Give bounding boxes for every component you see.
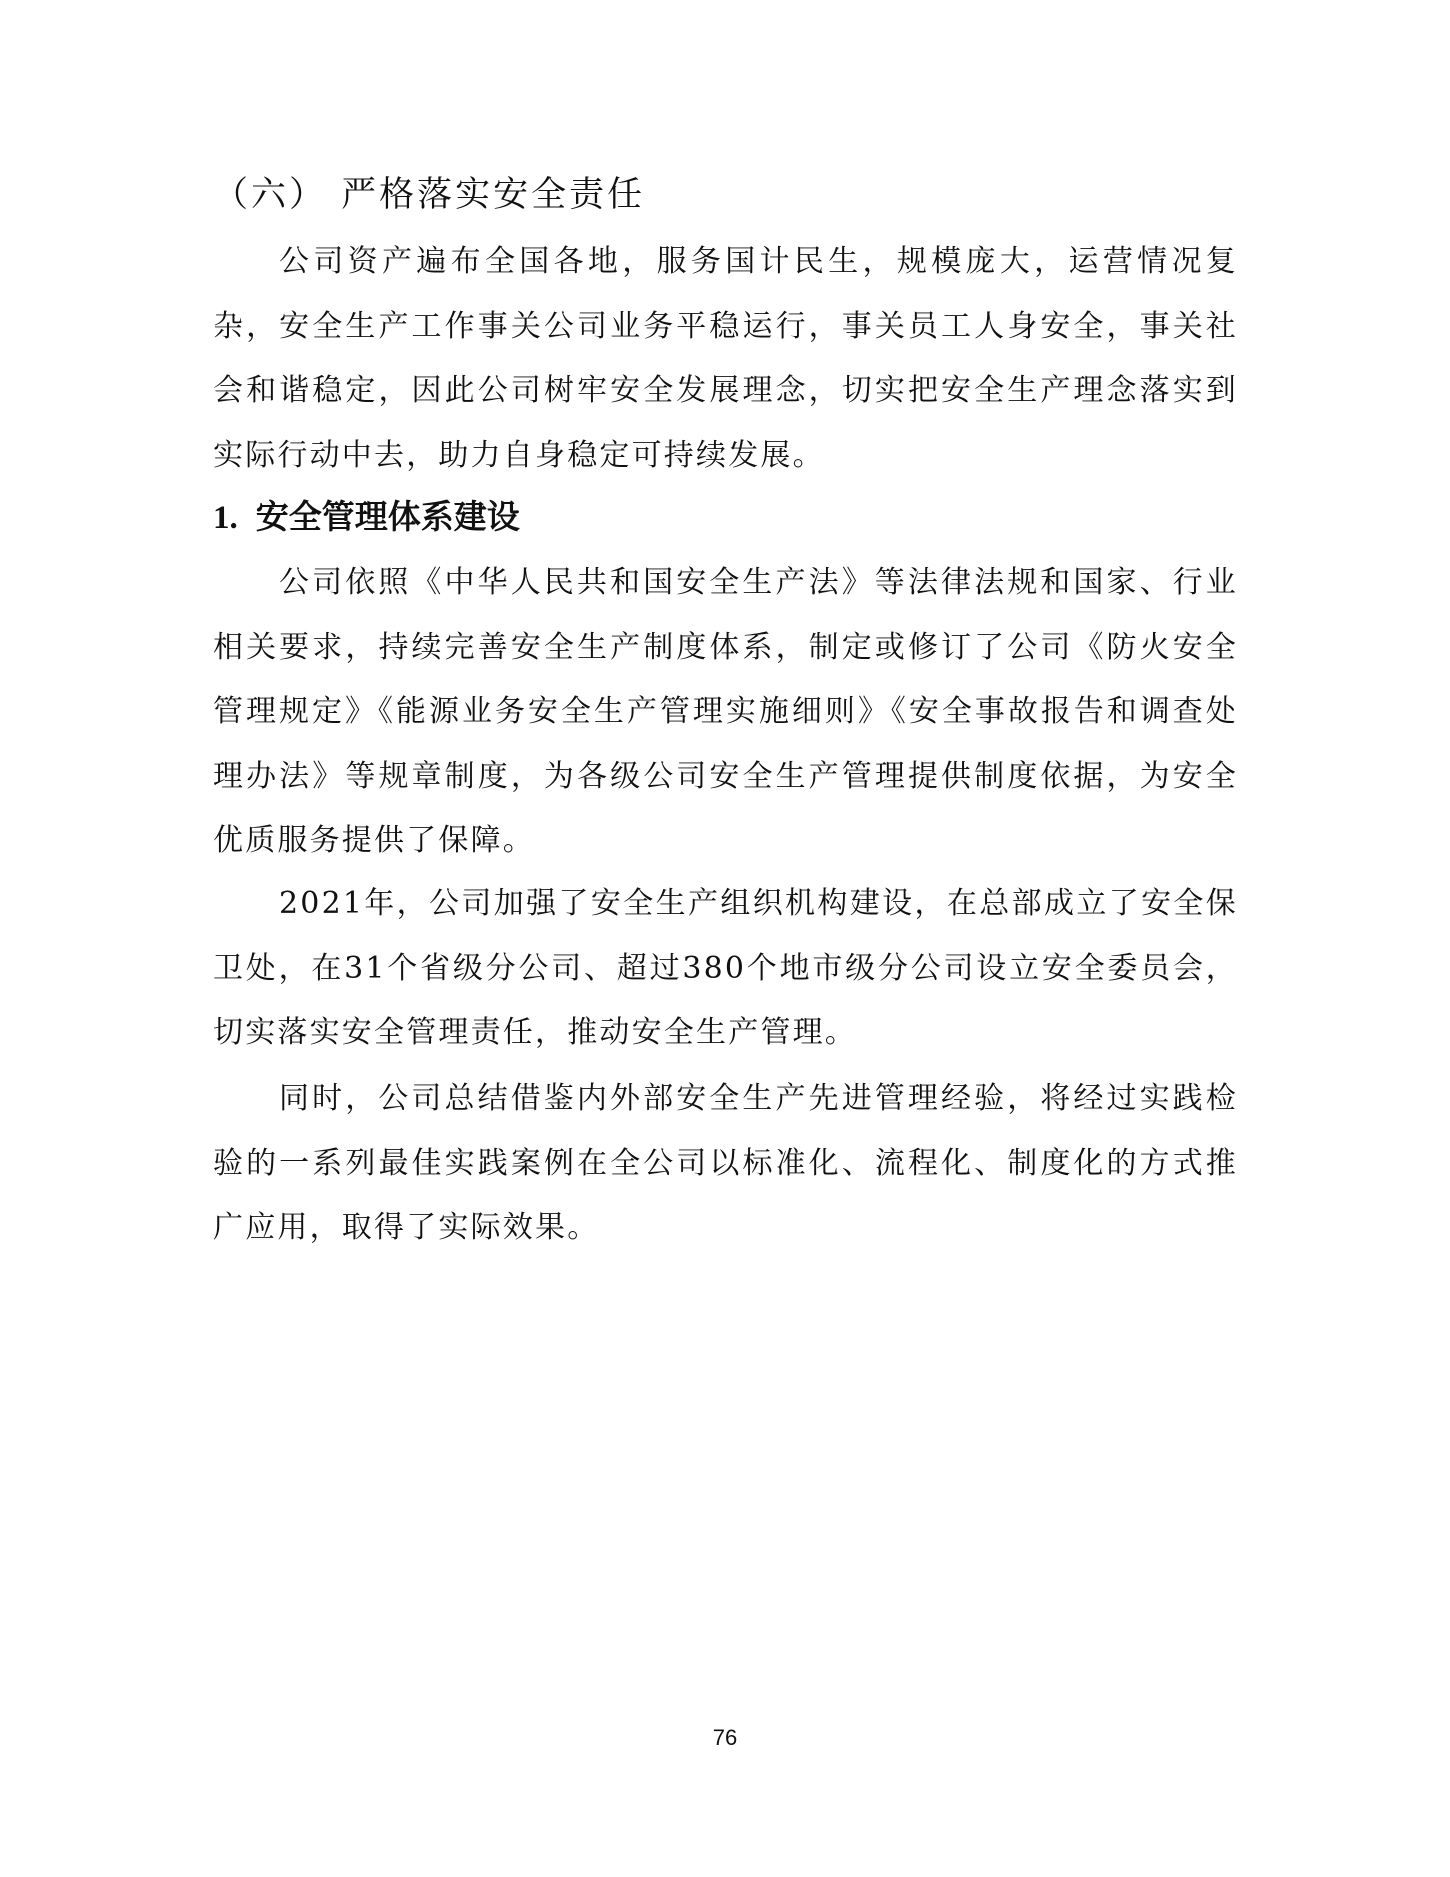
paragraph-regulations: 公司依照《中华人民共和国安全生产法》等法律法规和国家、行业相关要求，持续完善安全生产制度体系，制定或修订了公司《防火安全管理规定》《能源业务安全生产管理实施细则》《安全事故报告和调查处理办法》等规章制度，为各级公司安全生产管理提供制度依据，为安全优质服务提供了保障。 [213, 565, 1238, 858]
subsection-number: 1. [213, 500, 238, 536]
section-heading: （六） 严格落实安全责任 [213, 175, 646, 215]
paragraph-intro: 公司资产遍布全国各地，服务国计民生，规模庞大，运营情况复杂，安全生产工作事关公司业务平稳运行，事关员工人身安全，事关社会和谐稳定，因此公司树牢安全发展理念，切实把安全生产理念落实到实际行动中去，助力自身稳定可持续发展。 [213, 244, 1238, 473]
subsection-heading [213, 490, 520, 545]
paragraph-organization: 2021年，公司加强了安全生产组织机构建设，在总部成立了安全保卫处，在31个省级分公司、超过380个地市级分公司设立安全委员会，切实落实安全管理责任，推动安全生产管理。 [213, 886, 1238, 1050]
subsection-title: 安全管理体系建设 [255, 497, 520, 536]
paragraph-best-practices: 同时，公司总结借鉴内外部安全生产先进管理经验，将经过实践检验的一系列最佳实践案例在全公司以标准化、流程化、制度化的方式推广应用，取得了实际效果。 [213, 1081, 1238, 1245]
page-number: 76 [712, 1725, 738, 1750]
